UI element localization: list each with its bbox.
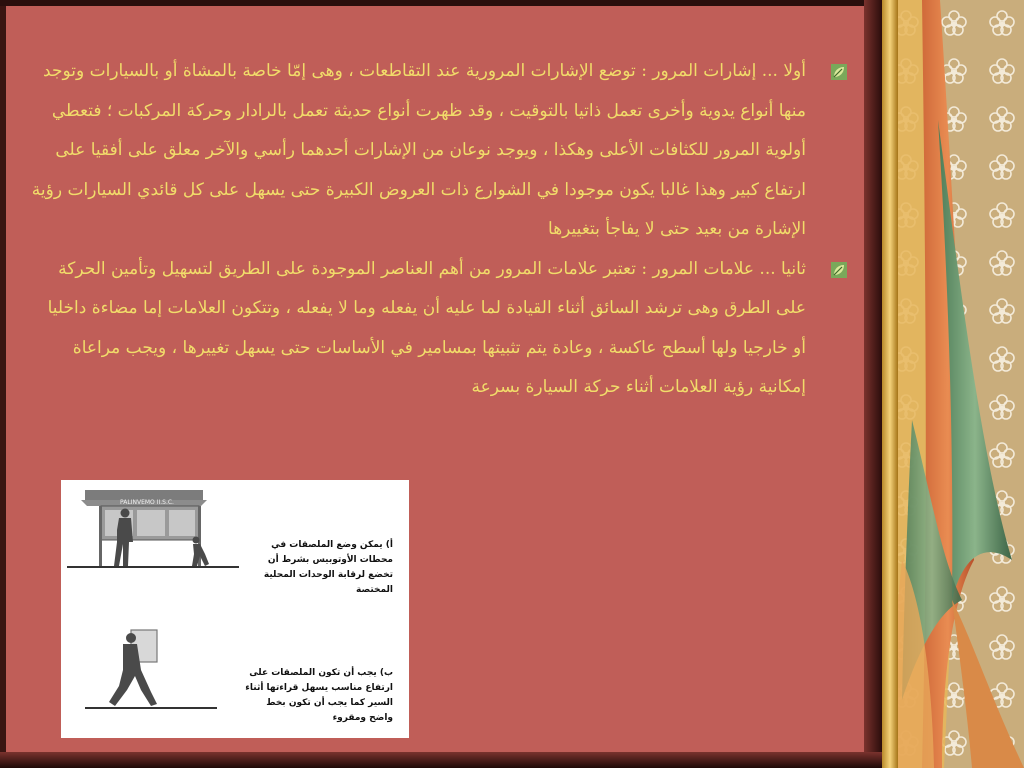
paragraph-traffic-signs [30,250,850,408]
caption-b: ب) يجب أن تكون الملصقات على ارتفاع مناسب يسهل قراءتها أثناء السير كما يجب أن تكون بخط واضح ومقروء [245,668,393,723]
leaf-bullet-icon [830,63,848,81]
bus-shelter-drawing [81,490,207,566]
slide-shadow-bottom [0,752,882,768]
paragraph-text: أولا ... إشارات المرور : توضع الإشارات المرورية عند التقاطعات ، وهى إمّا خاصة بالمشاة أو بالسيارات وتوجد منها أنواع يدوية وأخرى تعمل ذاتيا بالتوقيت ، وقد ظهرت أنواع حديثة تعمل بالرادار وحركة المركبات ؛ فتعطي أولوية المرور للكثافات الأعلى وهكذا ، ويوجد نوعان من الإشارات أحدهما رأسي والآخر معلق على أفقيا على ارتفاع كبير وهذا غالبا يكون موجودا في الشوارع ذات العروض الكبيرة حتى يسهل على كل قائدي السيارات رؤية الإشارة من بعيد حتى لا يفاجأ بتغييرها [31,61,806,239]
floral-decoration [882,0,1024,768]
paragraph-traffic-signals [30,52,850,250]
decorative-side-panel [882,0,1024,768]
svg-text:PALINVEMO II.S.C.: PALINVEMO II.S.C. [120,499,174,506]
slide-content [30,52,850,408]
poster-illustration [61,480,409,738]
caption-a: أ) يمكن وضع الملصقات في محطات الأوتوبيس بشرط أن تخضع لرقابة الوحدات المحلية المختصة [263,540,393,595]
slide-shadow-right [864,0,882,768]
paragraph-text: ثانيا ... علامات المرور : تعتبر علامات المرور من أهم العناصر الموجودة على الطريق لتسهيل وتأمين الحركة على الطرق وهى ترشد السائق أثناء القيادة لما عليه أن يفعله وما لا يفعله ، وتتكون العلامات إما مضاءة داخليا أو خارجيا ولها أسطح عاكسة ، وعادة يتم تثبيتها بمسامير في الأساسات حتى يسهل تغييرها ، ويجب مراعاة إمكانية رؤية العلامات أثناء حركة السيارة بسرعة [47,258,806,397]
leaf-bullet-icon [830,261,848,279]
